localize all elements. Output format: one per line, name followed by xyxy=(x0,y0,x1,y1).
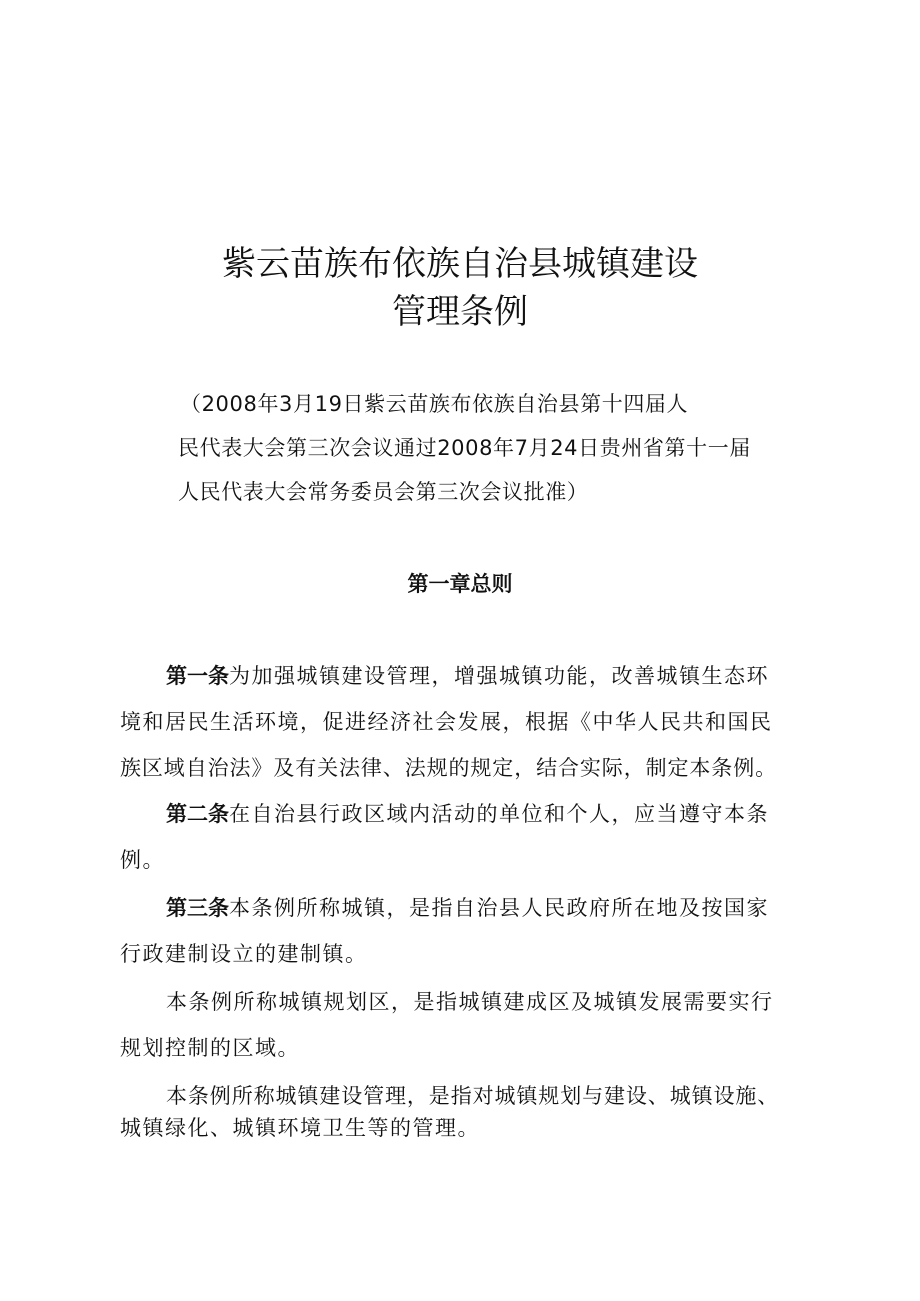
paragraph-1-line-2: 规划控制的区域。 xyxy=(120,1036,300,1060)
document-title-line1: 紫云苗族布依族自治县城镇建设 xyxy=(222,244,698,284)
paragraph-2-line-2: 城镇绿化、城镇环境卫生等的管理。 xyxy=(120,1116,480,1140)
article-3-text-1: 本条例所称城镇，是指自治县人民政府所在地及按国家 xyxy=(229,896,769,920)
paragraph-1-line-1: 本条例所称城镇规划区，是指城镇建成区及城镇发展需要实行 xyxy=(166,990,774,1014)
approval-line-3: 人民代表大会常务委员会第三次会议批准） xyxy=(178,480,589,504)
article-2-text-1: 在自治县行政区域内活动的单位和个人，应当遵守本条 xyxy=(229,802,769,826)
article-1-line-1 xyxy=(166,658,769,694)
article-3-label: 第三条 xyxy=(166,896,229,920)
article-3-line-2: 行政建制设立的建制镇。 xyxy=(120,942,368,966)
document-title-line2: 管理条例 xyxy=(392,292,528,332)
article-1-line-2: 境和居民生活环境，促进经济社会发展，根据《中华人民共和国民 xyxy=(120,710,773,734)
article-2-line-1 xyxy=(166,796,769,832)
article-1-line-3: 族区域自治法》及有关法律、法规的规定，结合实际，制定本条例。 xyxy=(120,756,777,780)
article-3-line-1 xyxy=(166,890,769,926)
article-1-text-1: 为加强城镇建设管理，增强城镇功能，改善城镇生态环 xyxy=(229,664,769,688)
article-2-line-2: 例。 xyxy=(120,848,165,872)
approval-line-2: 民代表大会第三次会议通过2008年7月24日贵州省第十一届 xyxy=(178,436,751,460)
chapter-title: 第一章总则 xyxy=(407,572,513,596)
article-1-label: 第一条 xyxy=(166,664,229,688)
approval-line-1: （2008年3月19日紫云苗族布依族自治县第十四届人 xyxy=(180,392,689,416)
article-2-label: 第二条 xyxy=(166,802,229,826)
paragraph-2-line-1: 本条例所称城镇建设管理，是指对城镇规划与建设、城镇设施、 xyxy=(166,1084,780,1108)
